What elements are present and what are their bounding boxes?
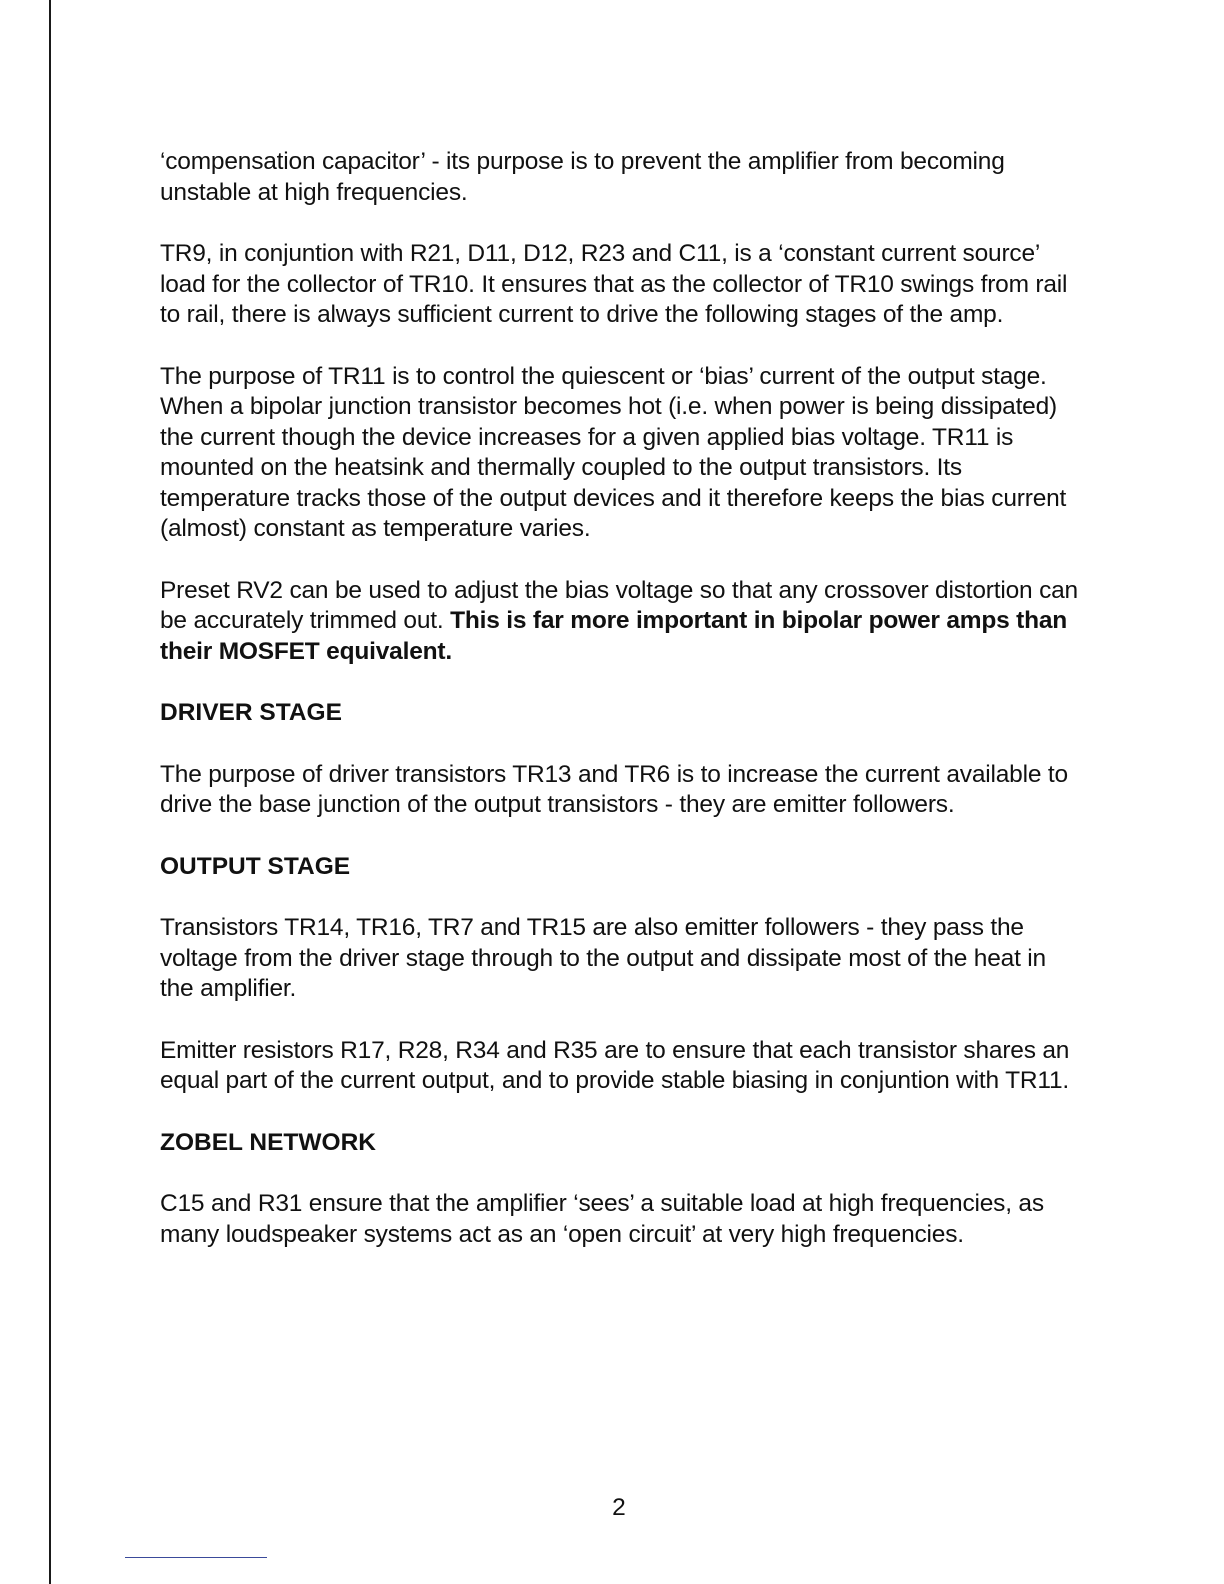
heading-output-stage: OUTPUT STAGE (160, 852, 351, 880)
heading-zobel-network: ZOBEL NETWORK (160, 1128, 376, 1156)
paragraph-driver-transistors: The purpose of driver transistors TR13 and TR6 is to increase the current available to drive the base junction of the output transistors - they are emitter followers. (160, 760, 1068, 818)
footnote-rule (125, 1557, 267, 1558)
heading-driver-stage: DRIVER STAGE (160, 699, 342, 726)
left-margin-rule (49, 0, 51, 1584)
paragraph-preset-rv2-text: Preset RV2 can be used to adjust the bias voltage so that any crossover distortion can be accurately trimmed out. (160, 576, 1078, 634)
paragraph-output-transistors: Transistors TR14, TR16, TR7 and TR15 are also emitter followers - they pass the voltage from the driver stage through to the output and dissipate most of the heat in the amplifier. (160, 914, 1046, 1002)
paragraph-compensation-capacitor: ‘compensation capacitor’ - its purpose is to prevent the amplifier from becoming unstable at high frequencies. (160, 148, 1005, 206)
paragraph-preset-rv2 (160, 576, 1080, 668)
paragraph-preset-rv2-emphasis: This is far more important in bipolar power amps than their MOSFET equivalent. (160, 607, 1068, 665)
paragraph-bias-current: The purpose of TR11 is to control the quiescent or ‘bias’ current of the output stage. When a bipolar junction transistor becomes hot (i.e. when power is being dissipated) the current though the device increases for a given applied bias voltage. TR11 is mounted on the heatsink and thermally coupled to the output transistors. Its temperature tracks those of the output devices and it therefore keeps the bias current (almost) constant as temperature varies. (160, 362, 1067, 542)
paragraph-constant-current-source: TR9, in conjuntion with R21, D11, D12, R23 and C11, is a ‘constant current source’ load for the collector of TR10. It ensures that as the collector of TR10 swings from rail to rail, there is always sufficient current to drive the following stages of the amp. (160, 240, 1068, 328)
paragraph-emitter-resistors: Emitter resistors R17, R28, R34 and R35 are to ensure that each transistor shares an equal part of the current output, and to provide stable biasing in conjuntion with TR11. (160, 1036, 1070, 1094)
paragraph-zobel-network: C15 and R31 ensure that the amplifier ‘sees’ a suitable load at high frequencies, as many loudspeaker systems act as an ‘open circuit’ at very high frequencies. (160, 1190, 1044, 1248)
page-body (160, 147, 1080, 1250)
page-number: 2 (612, 1494, 626, 1521)
